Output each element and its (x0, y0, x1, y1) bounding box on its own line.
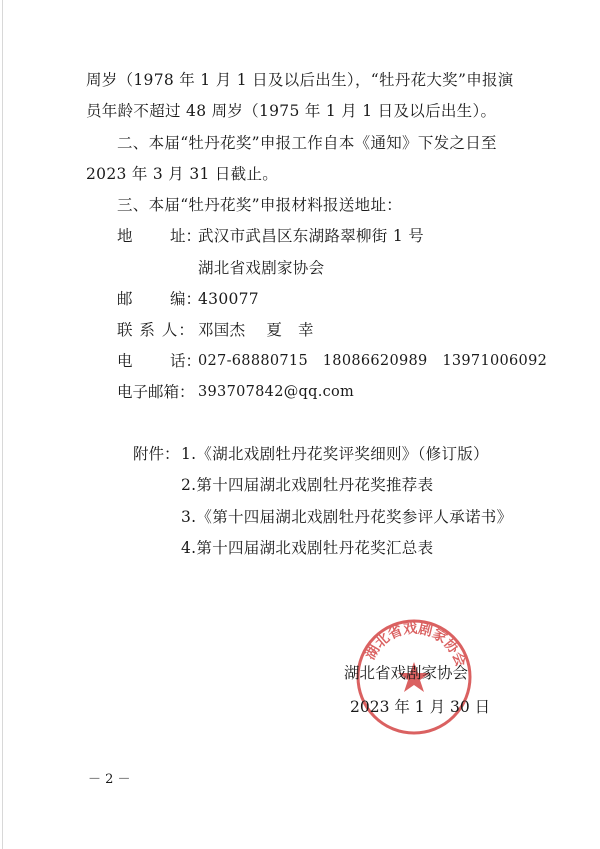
email-value: 393707842@qq.com (198, 384, 355, 400)
phone-label-char-2: 话： (170, 352, 202, 370)
postcode-label-char-1: 邮 (117, 290, 133, 308)
address-value-line-2: 湖北省戏剧家协会 (198, 259, 325, 277)
email-label: 电子邮箱： (117, 383, 195, 401)
address-label-char-1: 地 (117, 227, 133, 245)
scan-edge-line (2, 0, 3, 849)
attachment-item-1: 1.《湖北戏剧牡丹花奖评奖细则》（修订版） (181, 445, 489, 463)
body-line-3: 二、本届“牡丹花奖”申报工作自本《通知》下发之日至 (117, 134, 497, 152)
phone-value: 027-68880715 18086620989 13971006092 (198, 353, 548, 369)
signing-date: 2023 年 1 月 30 日 (350, 698, 491, 716)
signing-organization: 湖北省戏剧家协会 (344, 664, 469, 682)
address-label-char-2: 址： (170, 227, 202, 245)
attachment-item-2: 2.第十四届湖北戏剧牡丹花奖推荐表 (181, 476, 434, 494)
contacts-value: 邓国杰 夏 幸 (198, 321, 314, 339)
postcode-label-char-2: 编： (170, 290, 202, 308)
body-line-5: 三、本届“牡丹花奖”申报材料报送地址： (117, 196, 403, 214)
body-line-2: 员年龄不超过 48 周岁（1975 年 1 月 1 日及以后出生）。 (86, 102, 497, 120)
body-line-1: 周岁（1978 年 1 月 1 日及以后出生），“牡丹花大奖”申报演 (86, 71, 514, 89)
body-line-4: 2023 年 3 月 31 日截止。 (86, 165, 279, 183)
seal-text: 湖北省戏剧家协会 (362, 620, 469, 669)
attachment-item-3: 3.《第十四届湖北戏剧牡丹花奖参评人承诺书》 (181, 508, 513, 526)
phone-label-char-1: 电 (117, 352, 133, 370)
contacts-label: 联 系 人： (117, 321, 195, 339)
page-number: － 2 － (88, 772, 131, 787)
postcode-value: 430077 (198, 290, 259, 308)
attachment-item-4: 4.第十四届湖北戏剧牡丹花奖汇总表 (181, 539, 434, 557)
attachments-label: 附件： (133, 445, 180, 463)
address-value-line-1: 武汉市武昌区东湖路翠柳街 1 号 (198, 227, 425, 245)
